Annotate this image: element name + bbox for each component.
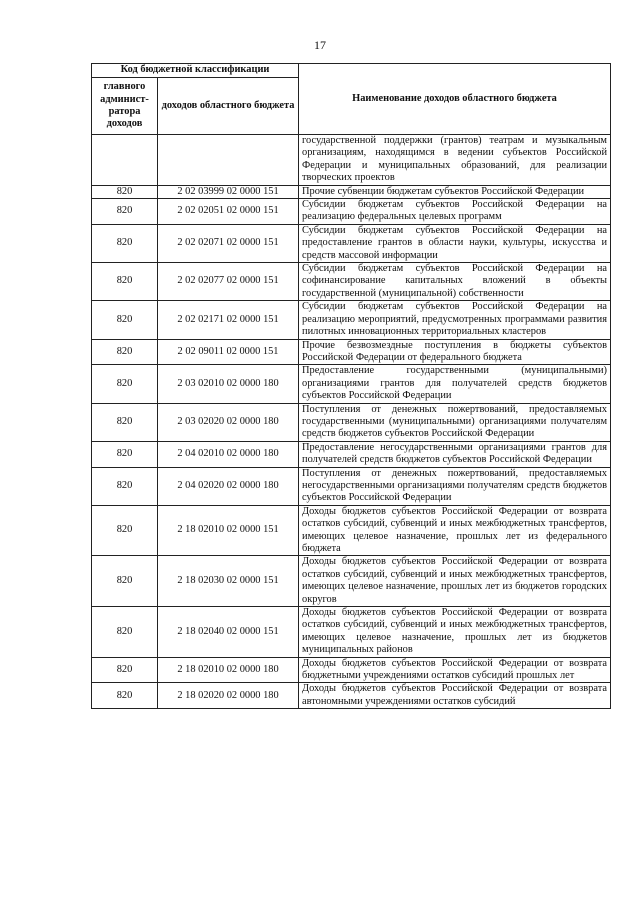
income-code-cell: 2 02 03999 02 0000 151: [158, 185, 299, 198]
income-name-cell: Поступления от денежных пожертвований, предоставляемых государственными (муниципальными) организациями получателям средств бюджетов субъектов Российской Федерации: [299, 403, 611, 441]
income-code-cell: 2 02 02077 02 0000 151: [158, 263, 299, 301]
regional-income-header: доходов областного бюджета: [158, 78, 299, 135]
admin-code-cell: 820: [92, 185, 158, 198]
admin-code-cell: 820: [92, 339, 158, 365]
admin-code-cell: 820: [92, 467, 158, 505]
admin-code-cell: 820: [92, 224, 158, 262]
table-row: [92, 301, 611, 339]
income-code-cell: 2 03 02020 02 0000 180: [158, 403, 299, 441]
income-name-cell: государственной поддержки (грантов) театрам и музыкальным организациям, находящимся в ведении субъектов Российской Федерации и муниципальных образований, для реализации творческих проектов: [299, 135, 611, 186]
income-code-cell: 2 02 02171 02 0000 151: [158, 301, 299, 339]
table-row: [92, 467, 611, 505]
table-row: [92, 224, 611, 262]
table-row: [92, 135, 611, 186]
income-name-cell: Поступления от денежных пожертвований, предоставляемых негосударственными организациями получателям средств бюджетов субъектов Российской Федерации: [299, 467, 611, 505]
income-name-cell: Доходы бюджетов субъектов Российской Федерации от возврата остатков субсидий, субвенций и иных межбюджетных трансфертов, имеющих целевое назначение, прошлых лет из федерального бюджета: [299, 505, 611, 556]
admin-code-cell: 820: [92, 556, 158, 607]
income-name-cell: Доходы бюджетов субъектов Российской Федерации от возврата бюджетными учреждениями остатков субсидий прошлых лет: [299, 657, 611, 683]
income-code-cell: [158, 135, 299, 186]
budget-classification-table: [91, 63, 611, 709]
table-row: [92, 657, 611, 683]
income-code-cell: 2 04 02020 02 0000 180: [158, 467, 299, 505]
income-name-cell: Субсидии бюджетам субъектов Российской Федерации на реализацию мероприятий, предусмотренных программами развития пилотных инновационных территориальных кластеров: [299, 301, 611, 339]
table-row: [92, 339, 611, 365]
admin-code-cell: 820: [92, 657, 158, 683]
admin-code-cell: 820: [92, 683, 158, 709]
income-name-cell: Доходы бюджетов субъектов Российской Федерации от возврата остатков субсидий, субвенций и иных межбюджетных трансфертов, имеющих целевое назначение, прошлых лет из бюджетов муниципальных районов: [299, 607, 611, 658]
admin-code-cell: 820: [92, 403, 158, 441]
table-row: [92, 505, 611, 556]
admin-code-cell: 820: [92, 301, 158, 339]
page-number: 17: [314, 38, 326, 52]
income-name-cell: Субсидии бюджетам субъектов Российской Федерации на реализацию федеральных целевых программ: [299, 199, 611, 225]
income-name-cell: Предоставление государственными (муниципальными) организациями грантов для получателей средств бюджетов субъектов Российской Федерации: [299, 365, 611, 403]
income-code-cell: 2 04 02010 02 0000 180: [158, 441, 299, 467]
income-name-cell: Субсидии бюджетам субъектов Российской Федерации на софинансирование капитальных вложений в объекты государственной (муниципальной) собственности: [299, 263, 611, 301]
admin-code-cell: 820: [92, 505, 158, 556]
income-name-cell: Прочие субвенции бюджетам субъектов Российской Федерации: [299, 185, 611, 198]
income-code-cell: 2 18 02010 02 0000 151: [158, 505, 299, 556]
admin-code-cell: 820: [92, 263, 158, 301]
admin-code-cell: 820: [92, 199, 158, 225]
income-code-cell: 2 18 02030 02 0000 151: [158, 556, 299, 607]
chief-administrator-header: главного админист-ратора доходов: [92, 78, 158, 135]
income-code-cell: 2 02 02071 02 0000 151: [158, 224, 299, 262]
admin-code-cell: 820: [92, 365, 158, 403]
admin-code-cell: 820: [92, 441, 158, 467]
income-code-cell: 2 18 02040 02 0000 151: [158, 607, 299, 658]
budget-classification-code-header: Код бюджетной классификации: [92, 64, 299, 78]
table-row: [92, 199, 611, 225]
income-name-cell: Субсидии бюджетам субъектов Российской Федерации на предоставление грантов в области науки, культуры, искусства и средств массовой информации: [299, 224, 611, 262]
table-row: [92, 403, 611, 441]
table-row: [92, 185, 611, 198]
income-code-cell: 2 03 02010 02 0000 180: [158, 365, 299, 403]
income-name-cell: Доходы бюджетов субъектов Российской Федерации от возврата автономными учреждениями остатков субсидий: [299, 683, 611, 709]
table-body: [92, 135, 611, 709]
table-row: [92, 263, 611, 301]
admin-code-cell: 820: [92, 607, 158, 658]
income-name-header: Наименование доходов областного бюджета: [299, 64, 611, 135]
income-name-cell: Доходы бюджетов субъектов Российской Федерации от возврата остатков субсидий, субвенций и иных межбюджетных трансфертов, имеющих целевое назначение, прошлых лет из бюджетов городских округов: [299, 556, 611, 607]
table-row: [92, 556, 611, 607]
income-code-cell: 2 18 02010 02 0000 180: [158, 657, 299, 683]
table-row: [92, 683, 611, 709]
income-name-cell: Предоставление негосударственными организациями грантов для получателей средств бюджетов субъектов Российской Федерации: [299, 441, 611, 467]
table-row: [92, 441, 611, 467]
income-code-cell: 2 18 02020 02 0000 180: [158, 683, 299, 709]
income-code-cell: 2 02 02051 02 0000 151: [158, 199, 299, 225]
income-name-cell: Прочие безвозмездные поступления в бюджеты субъектов Российской Федерации от федерального бюджета: [299, 339, 611, 365]
admin-code-cell: [92, 135, 158, 186]
table-row: [92, 365, 611, 403]
table-row: [92, 607, 611, 658]
income-code-cell: 2 02 09011 02 0000 151: [158, 339, 299, 365]
